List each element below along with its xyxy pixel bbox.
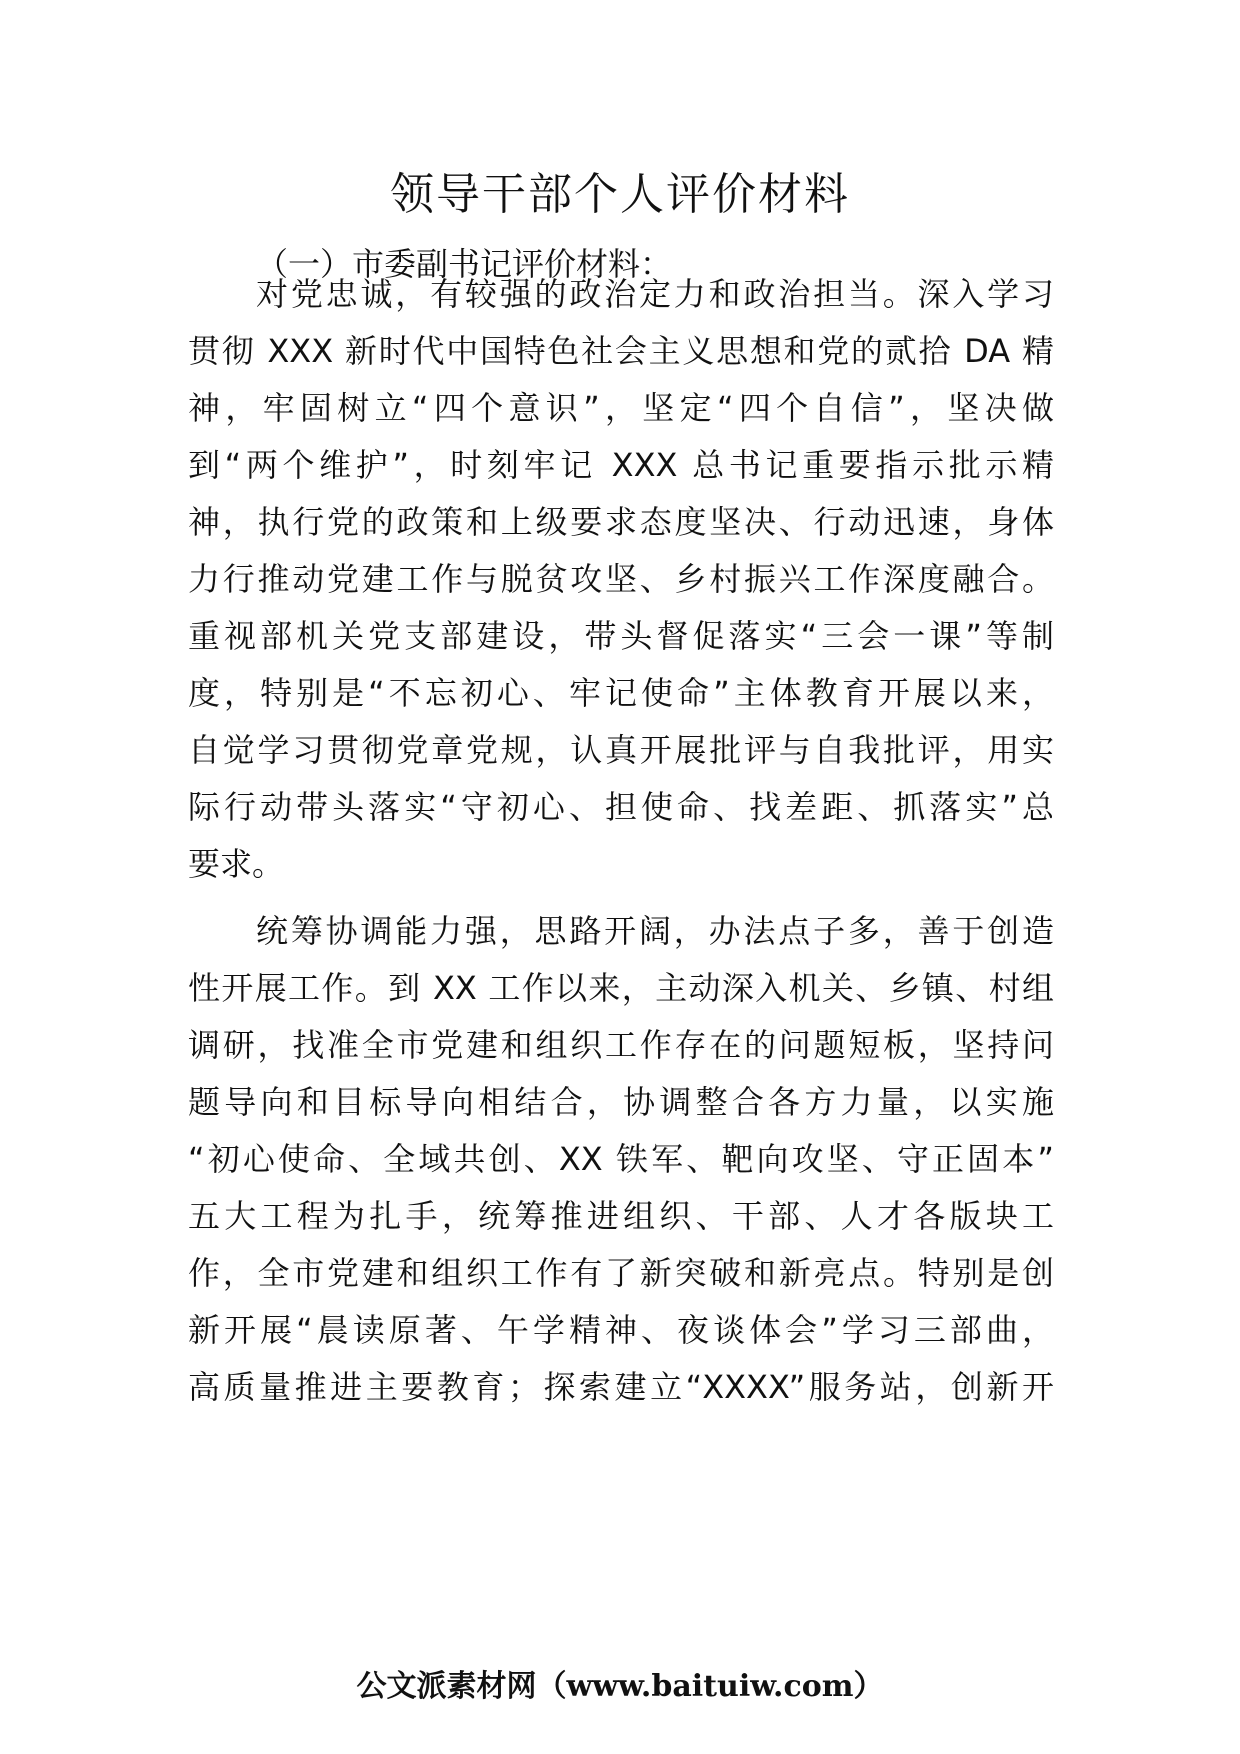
body-line: 统筹协调能力强，思路开阔，办法点子多，善于创造 — [256, 912, 1054, 950]
body-line: “初心使命、全域共创、XX 铁军、靶向攻坚、守正固本” — [188, 1140, 1054, 1178]
body-line: 际行动带头落实“守初心、担使命、找差距、抓落实”总 — [188, 788, 1054, 826]
body-line: 要求。 — [188, 845, 285, 883]
section-heading: （一）市委副书记评价材料： — [256, 245, 673, 283]
body-line: 到“两个维护”，时刻牢记 XXX 总书记重要指示批示精 — [188, 446, 1054, 484]
body-line: 调研，找准全市党建和组织工作存在的问题短板，坚持问 — [188, 1026, 1054, 1064]
body-line: 神，牢固树立“四个意识”，坚定“四个自信”，坚决做 — [188, 389, 1054, 427]
body-line: 贯彻 XXX 新时代中国特色社会主义思想和党的贰拾 DA 精 — [188, 332, 1054, 370]
body-line: 题导向和目标导向相结合，协调整合各方力量，以实施 — [188, 1083, 1054, 1121]
document-title: 领导干部个人评价材料 — [390, 169, 850, 220]
body-line: 力行推动党建工作与脱贫攻坚、乡村振兴工作深度融合。 — [188, 560, 1054, 598]
body-line: 度，特别是“不忘初心、牢记使命”主体教育开展以来， — [188, 674, 1054, 712]
body-line: 作，全市党建和组织工作有了新突破和新亮点。特别是创 — [188, 1254, 1054, 1292]
body-line: 自觉学习贯彻党章党规，认真开展批评与自我批评，用实 — [188, 731, 1054, 769]
body-line: 高质量推进主要教育；探索建立“XXXX”服务站，创新开 — [188, 1368, 1054, 1406]
body-line: 新开展“晨读原著、午学精神、夜谈体会”学习三部曲， — [188, 1311, 1054, 1349]
footer-watermark: 公文派素材网（www.baituiw.com） — [356, 1669, 884, 1704]
body-line: 五大工程为扎手，统筹推进组织、干部、人才各版块工 — [188, 1197, 1054, 1235]
body-line: 神，执行党的政策和上级要求态度坚决、行动迅速，身体 — [188, 503, 1054, 541]
body-line: 重视部机关党支部建设，带头督促落实“三会一课”等制 — [188, 617, 1054, 655]
body-line: 对党忠诚，有较强的政治定力和政治担当。深入学习 — [256, 275, 1054, 313]
body-line: 性开展工作。到 XX 工作以来，主动深入机关、乡镇、村组 — [188, 969, 1054, 1007]
